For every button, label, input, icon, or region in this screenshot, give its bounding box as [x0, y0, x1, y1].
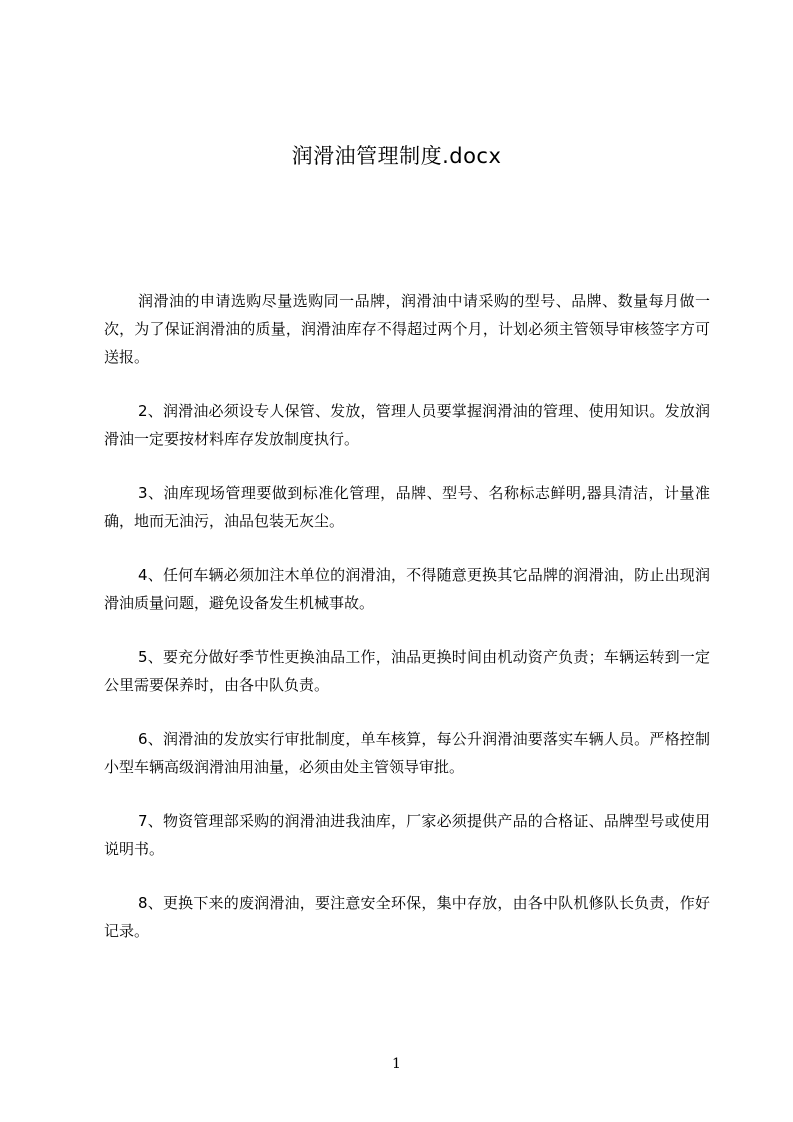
paragraph-item-2: 2、润滑油必须设专人保管、发放，管理人员要掌握润滑油的管理、使用知识。发放润滑油一定要按材料库存发放制度执行。 [104, 402, 710, 448]
document-body [104, 287, 710, 971]
paragraph-item-7: 7、物资管理部采购的润滑油进我油库，厂家必须提供产品的合格证、品牌型号或使用说明书。 [104, 812, 710, 858]
paragraph-item-3: 3、油库现场管理要做到标准化管理，品牌、型号、名称标志鲜明,器具清洁，计量准确，地而无油污，油品包装无灰尘。 [104, 484, 710, 530]
paragraph-item-8: 8、更换下来的废润滑油，要注意安全环保，集中存放，由各中队机修队长负责，作好记录。 [104, 894, 710, 940]
paragraph-item-6: 6、润滑油的发放实行审批制度，单车核算，每公升润滑油要落实车辆人员。严格控制小型车辆高级润滑油用油量，必须由处主管领导审批。 [104, 730, 710, 776]
paragraph-intro: 润滑油的申请选购尽量选购同一品牌，润滑油中请采购的型号、品牌、数量每月做一次，为了保证润滑油的质量，润滑油库存不得超过两个月，计划必须主管领导审核签字方可送报。 [104, 292, 710, 366]
document-title: 润滑油管理制度.docx [291, 144, 502, 168]
page-number: 1 [392, 1056, 401, 1072]
paragraph-item-5: 5、要充分做好季节性更换油品工作，油品更换时间由机动资产负责；车辆运转到一定公里需要保养时，由各中队负责。 [104, 648, 710, 694]
paragraph-item-4: 4、任何车辆必须加注木单位的润滑油，不得随意更换其它品牌的润滑油，防止出现润滑油质量问题，避免设备发生机械事故。 [104, 566, 710, 612]
